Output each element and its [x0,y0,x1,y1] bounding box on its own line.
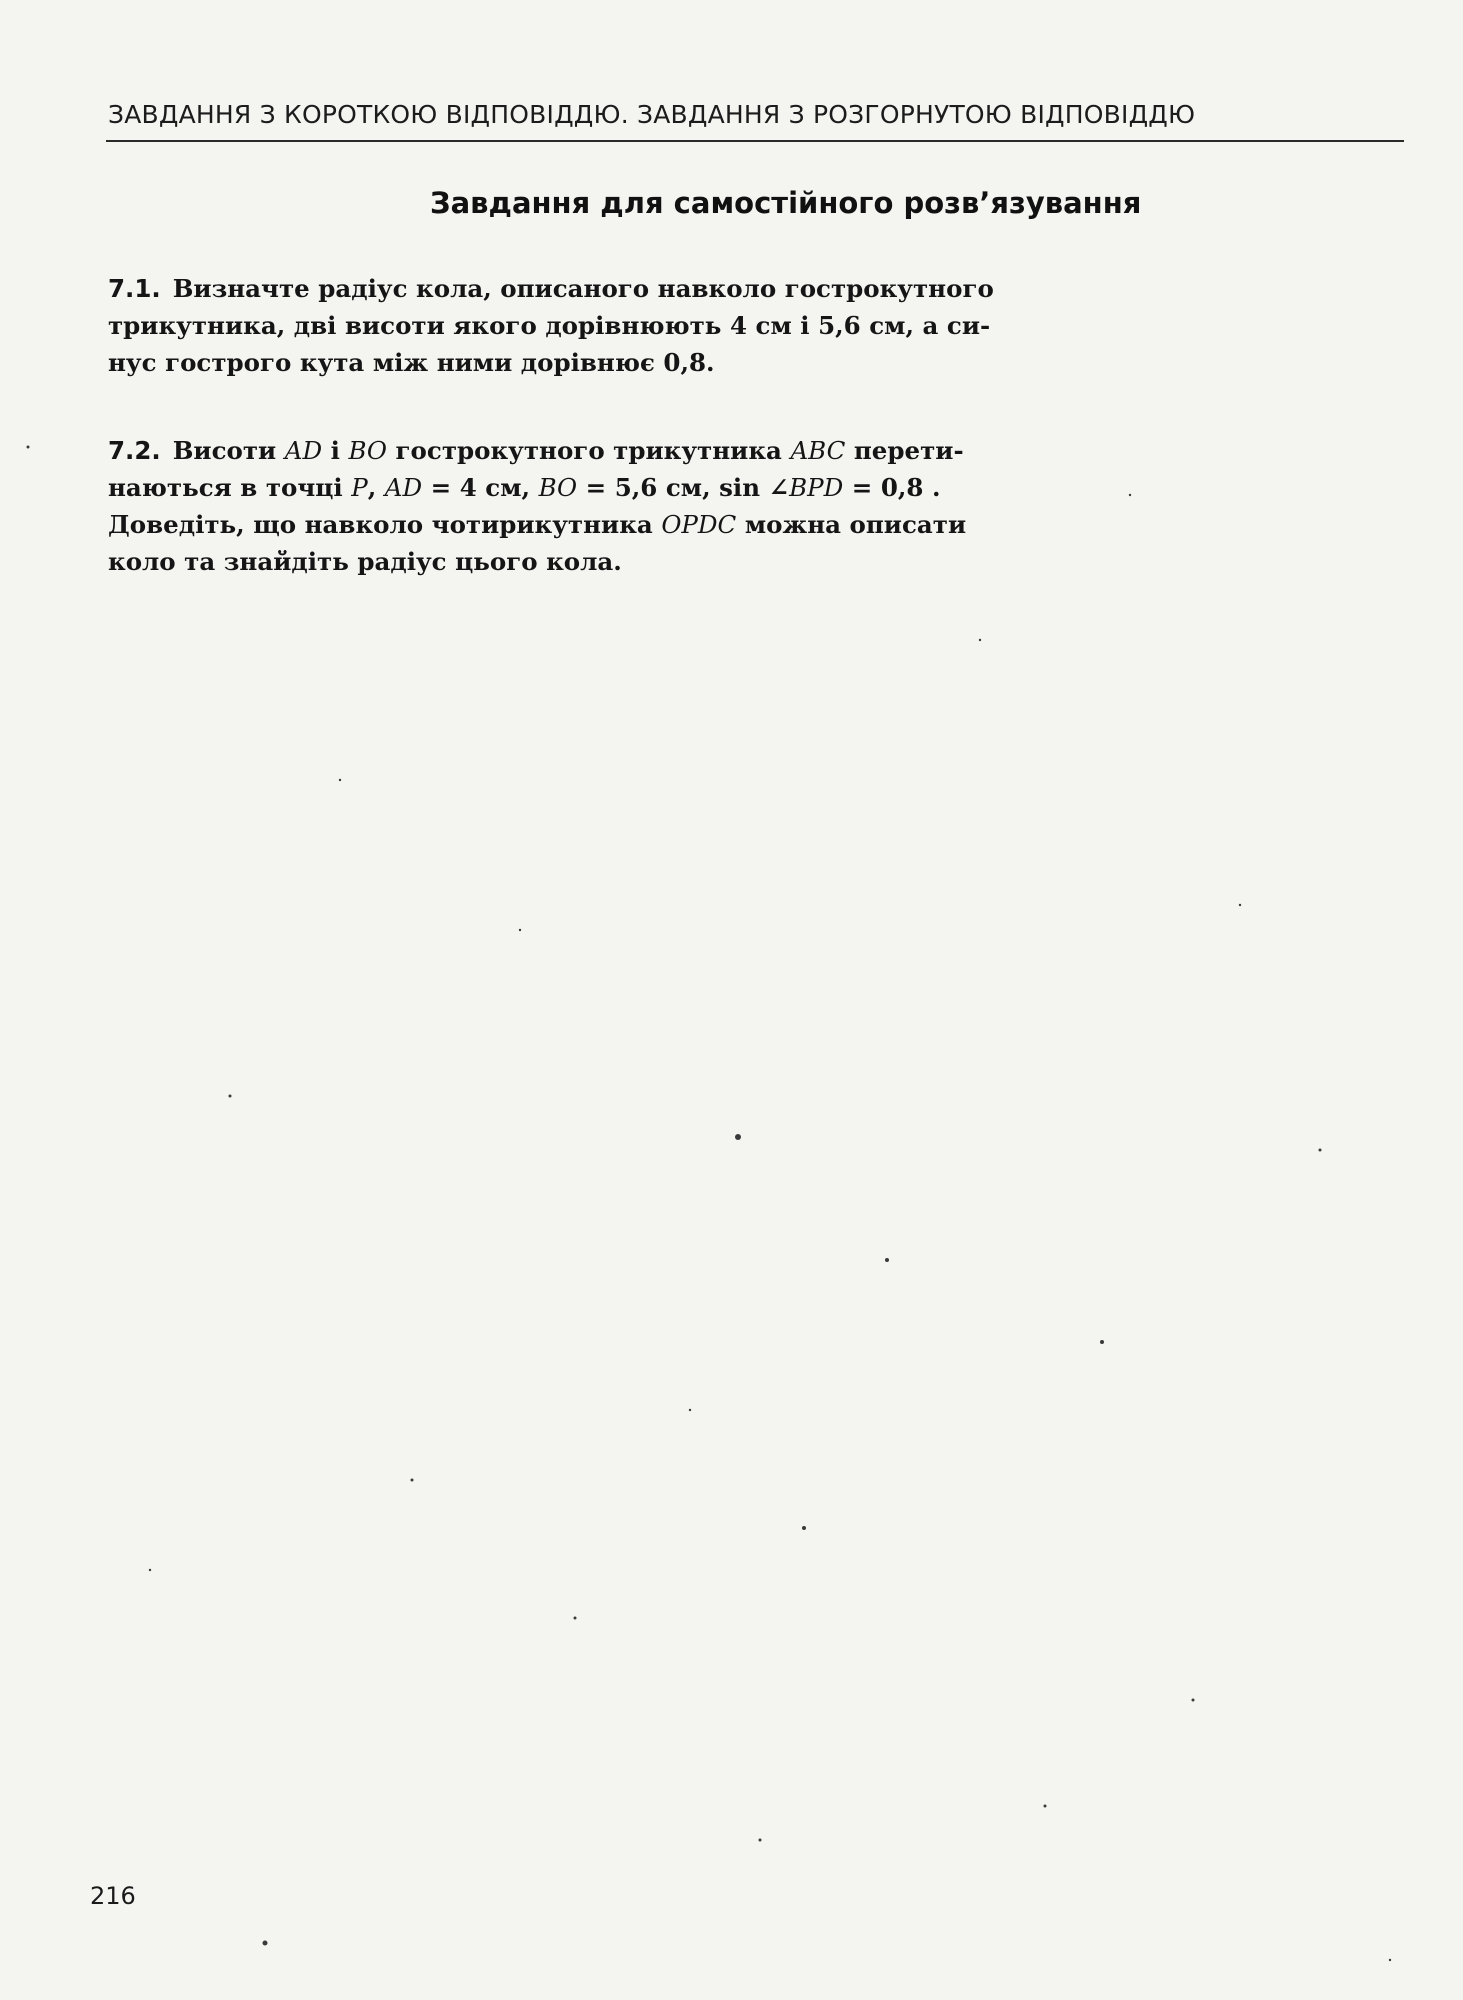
task-text: = 5,6 см, sin ∠ [577,473,790,502]
math-var: BPD [789,473,844,502]
math-var: BO [538,473,578,502]
math-var: BO [348,436,388,465]
task-7-2-line-2 [108,469,941,506]
task-text: Доведіть, що навколо чотирикутника [108,510,662,539]
math-var: AD [384,473,423,502]
math-var: P [351,473,368,502]
task-text: Висоти [172,436,285,465]
task-7-2-line-4: коло та знайдіть радіус цього кола. [108,547,622,576]
math-var: OPDC [661,510,737,539]
task-number: 7.1. [108,274,161,303]
task-7-2 [108,432,967,580]
task-text: і [322,436,349,465]
task-text: перети- [845,436,964,465]
page-number: 216 [90,1882,136,1910]
task-7-1-line-1 [108,270,994,307]
running-header: ЗАВДАННЯ З КОРОТКОЮ ВІДПОВІДДЮ. ЗАВДАННЯ З РОЗГОРНУТОЮ ВІДПОВІДДЮ [108,100,1196,129]
math-var: AD [284,436,323,465]
task-7-1 [108,270,994,381]
task-number: 7.2. [108,436,161,465]
math-var: ABC [790,436,846,465]
task-7-1-line-2: трикутника, дві висоти якого дорівнюють 4 см і 5,6 см, а си- [108,311,991,340]
task-text: гострокутного трикутника [387,436,791,465]
task-text: = 4 см, [422,473,539,502]
task-text: = 0,8 . [843,473,941,502]
task-text: можна описати [736,510,967,539]
task-text: , [367,473,385,502]
task-7-1-line-3: нус гострого кута між ними дорівнює 0,8. [108,348,715,377]
task-7-2-line-1 [108,432,964,469]
task-text: наються в точці [108,473,352,502]
section-title: Завдання для самостійного розв’язування [430,186,1142,220]
header-divider [106,140,1404,142]
task-7-2-line-3 [108,506,967,543]
task-text: Визначте радіус кола, описаного навколо гострокутного [172,274,994,303]
